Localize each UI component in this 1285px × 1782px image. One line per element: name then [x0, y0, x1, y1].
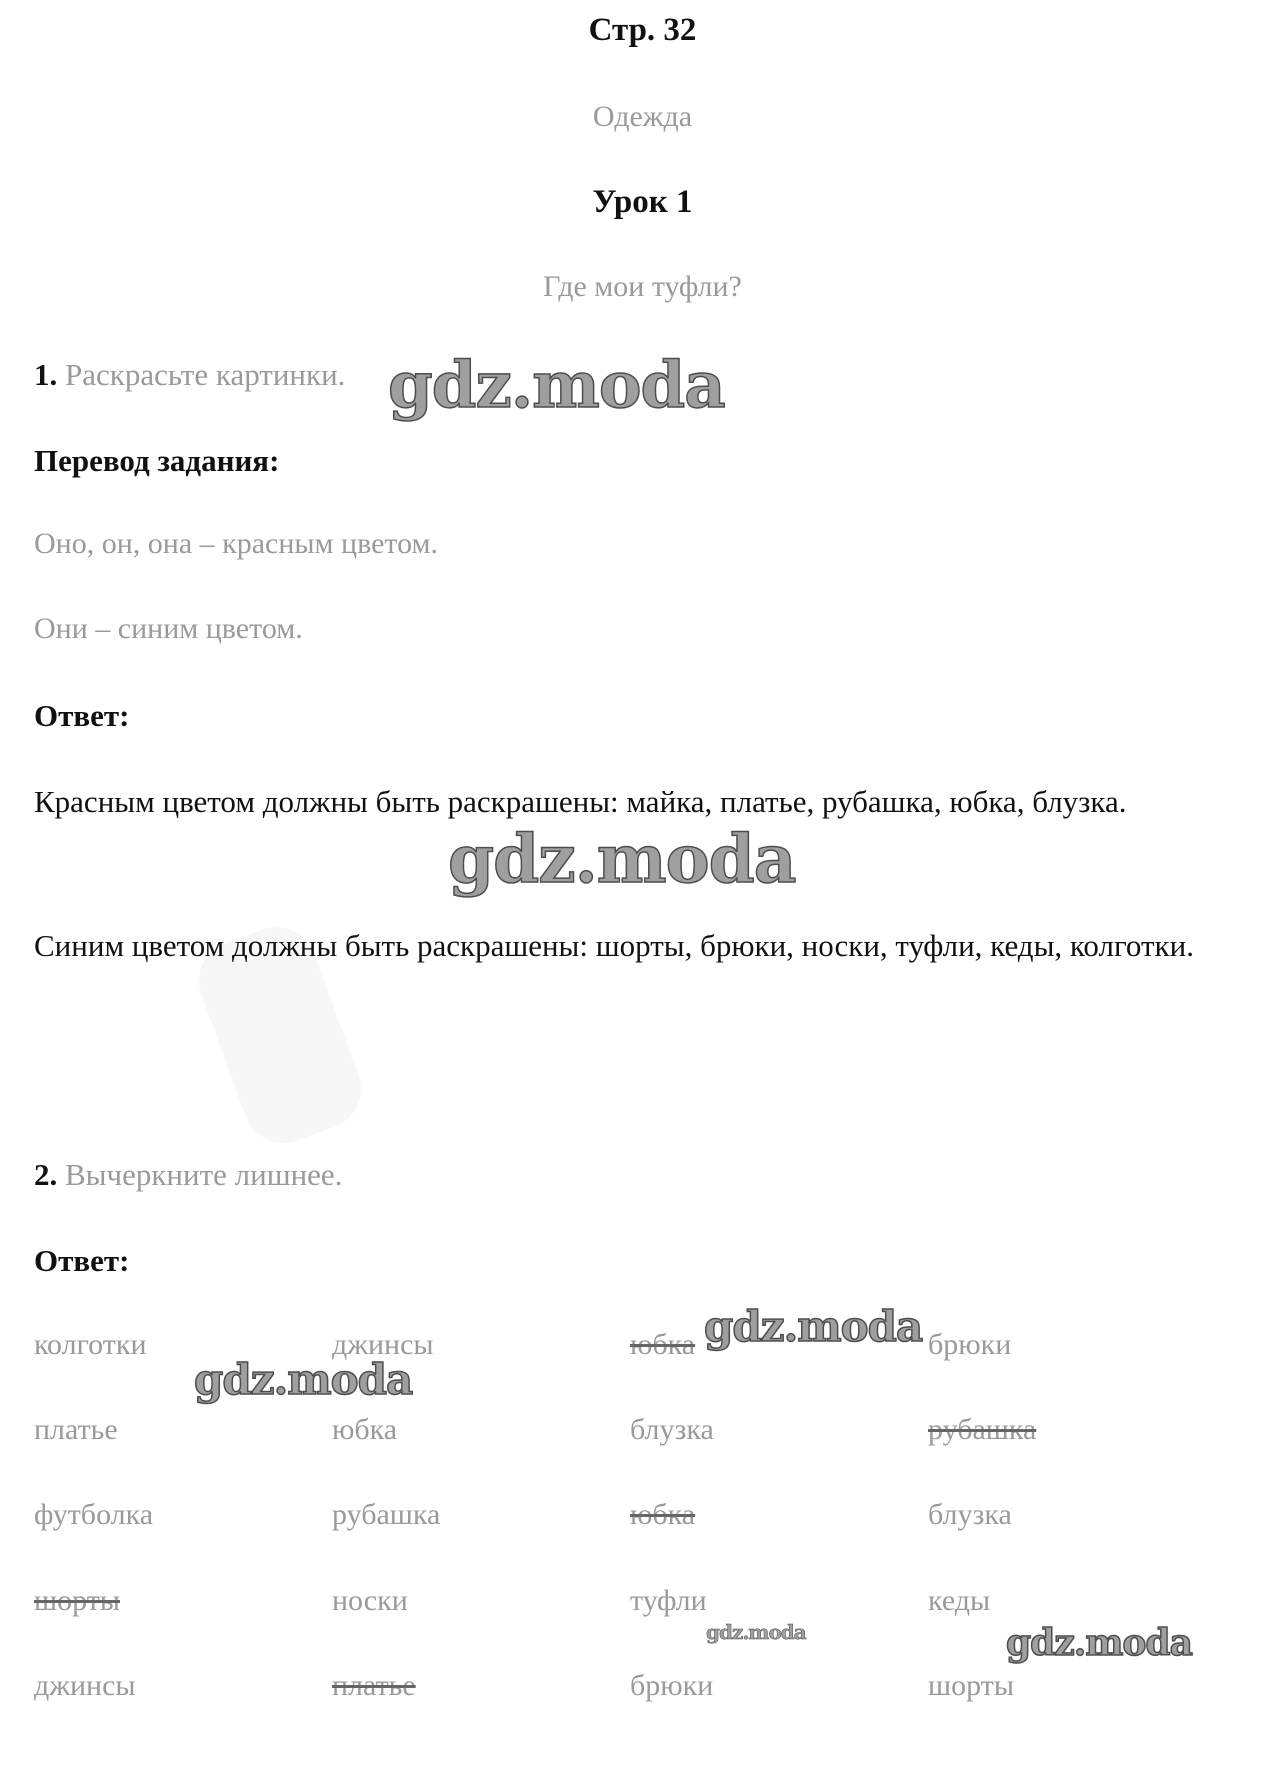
translation-line: Они – синим цветом. — [34, 612, 303, 645]
word-cell: платье — [34, 1413, 118, 1446]
word-cell: кеды — [928, 1584, 991, 1617]
answer-label: Ответ: — [34, 698, 130, 733]
word-cell-struck: платье — [332, 1669, 416, 1702]
watermark-logo: gdz.moda — [388, 348, 725, 423]
watermark-logo: gdz.moda — [704, 1302, 923, 1351]
word-cell: рубашка — [332, 1498, 441, 1531]
word-cell-struck: шорты — [34, 1584, 120, 1617]
answer-label: Ответ: — [34, 1243, 130, 1278]
answer-blue-text: Синим цветом должны быть раскрашены: шорты, брюки, носки, туфли, кеды, колготки. — [34, 928, 1194, 963]
task-1-text: Раскрасьте картинки. — [65, 357, 346, 392]
task-1-heading — [34, 357, 345, 393]
translation-line: Оно, он, она – красным цветом. — [34, 527, 439, 560]
page-number: Стр. 32 — [588, 12, 697, 48]
word-cell: джинсы — [34, 1669, 136, 1702]
word-cell: брюки — [630, 1669, 714, 1702]
word-cell: юбка — [332, 1413, 398, 1446]
word-cell-struck: рубашка — [928, 1413, 1037, 1446]
word-cell: футболка — [34, 1498, 154, 1531]
word-cell: туфли — [630, 1584, 707, 1617]
translation-label: Перевод задания: — [34, 443, 280, 478]
lesson-title: Урок 1 — [592, 184, 693, 220]
watermark-logo: gdz.moda — [1006, 1622, 1192, 1664]
watermark-logo: gdz.moda — [448, 820, 796, 898]
word-cell: блузка — [630, 1413, 714, 1446]
answer-red-text: Красным цветом должны быть раскрашены: майка, платье, рубашка, юбка, блузка. — [34, 784, 1127, 819]
word-cell: шорты — [928, 1669, 1014, 1702]
lesson-subtitle: Где мои туфли? — [543, 270, 742, 303]
word-cell: носки — [332, 1584, 408, 1617]
task-2-heading — [34, 1157, 342, 1193]
word-cell: колготки — [34, 1328, 147, 1361]
task-2-number: 2. — [34, 1157, 58, 1192]
topic-title: Одежда — [592, 100, 693, 133]
word-cell: джинсы — [332, 1328, 434, 1361]
task-2-text: Вычеркните лишнее. — [65, 1157, 343, 1192]
watermark-logo: gdz.moda — [194, 1355, 413, 1404]
watermark-logo: gdz.moda — [706, 1620, 806, 1644]
word-cell: блузка — [928, 1498, 1012, 1531]
task-1-number: 1. — [34, 357, 58, 392]
word-cell-struck: юбка — [630, 1328, 696, 1361]
word-cell-struck: юбка — [630, 1498, 696, 1531]
word-cell: брюки — [928, 1328, 1012, 1361]
